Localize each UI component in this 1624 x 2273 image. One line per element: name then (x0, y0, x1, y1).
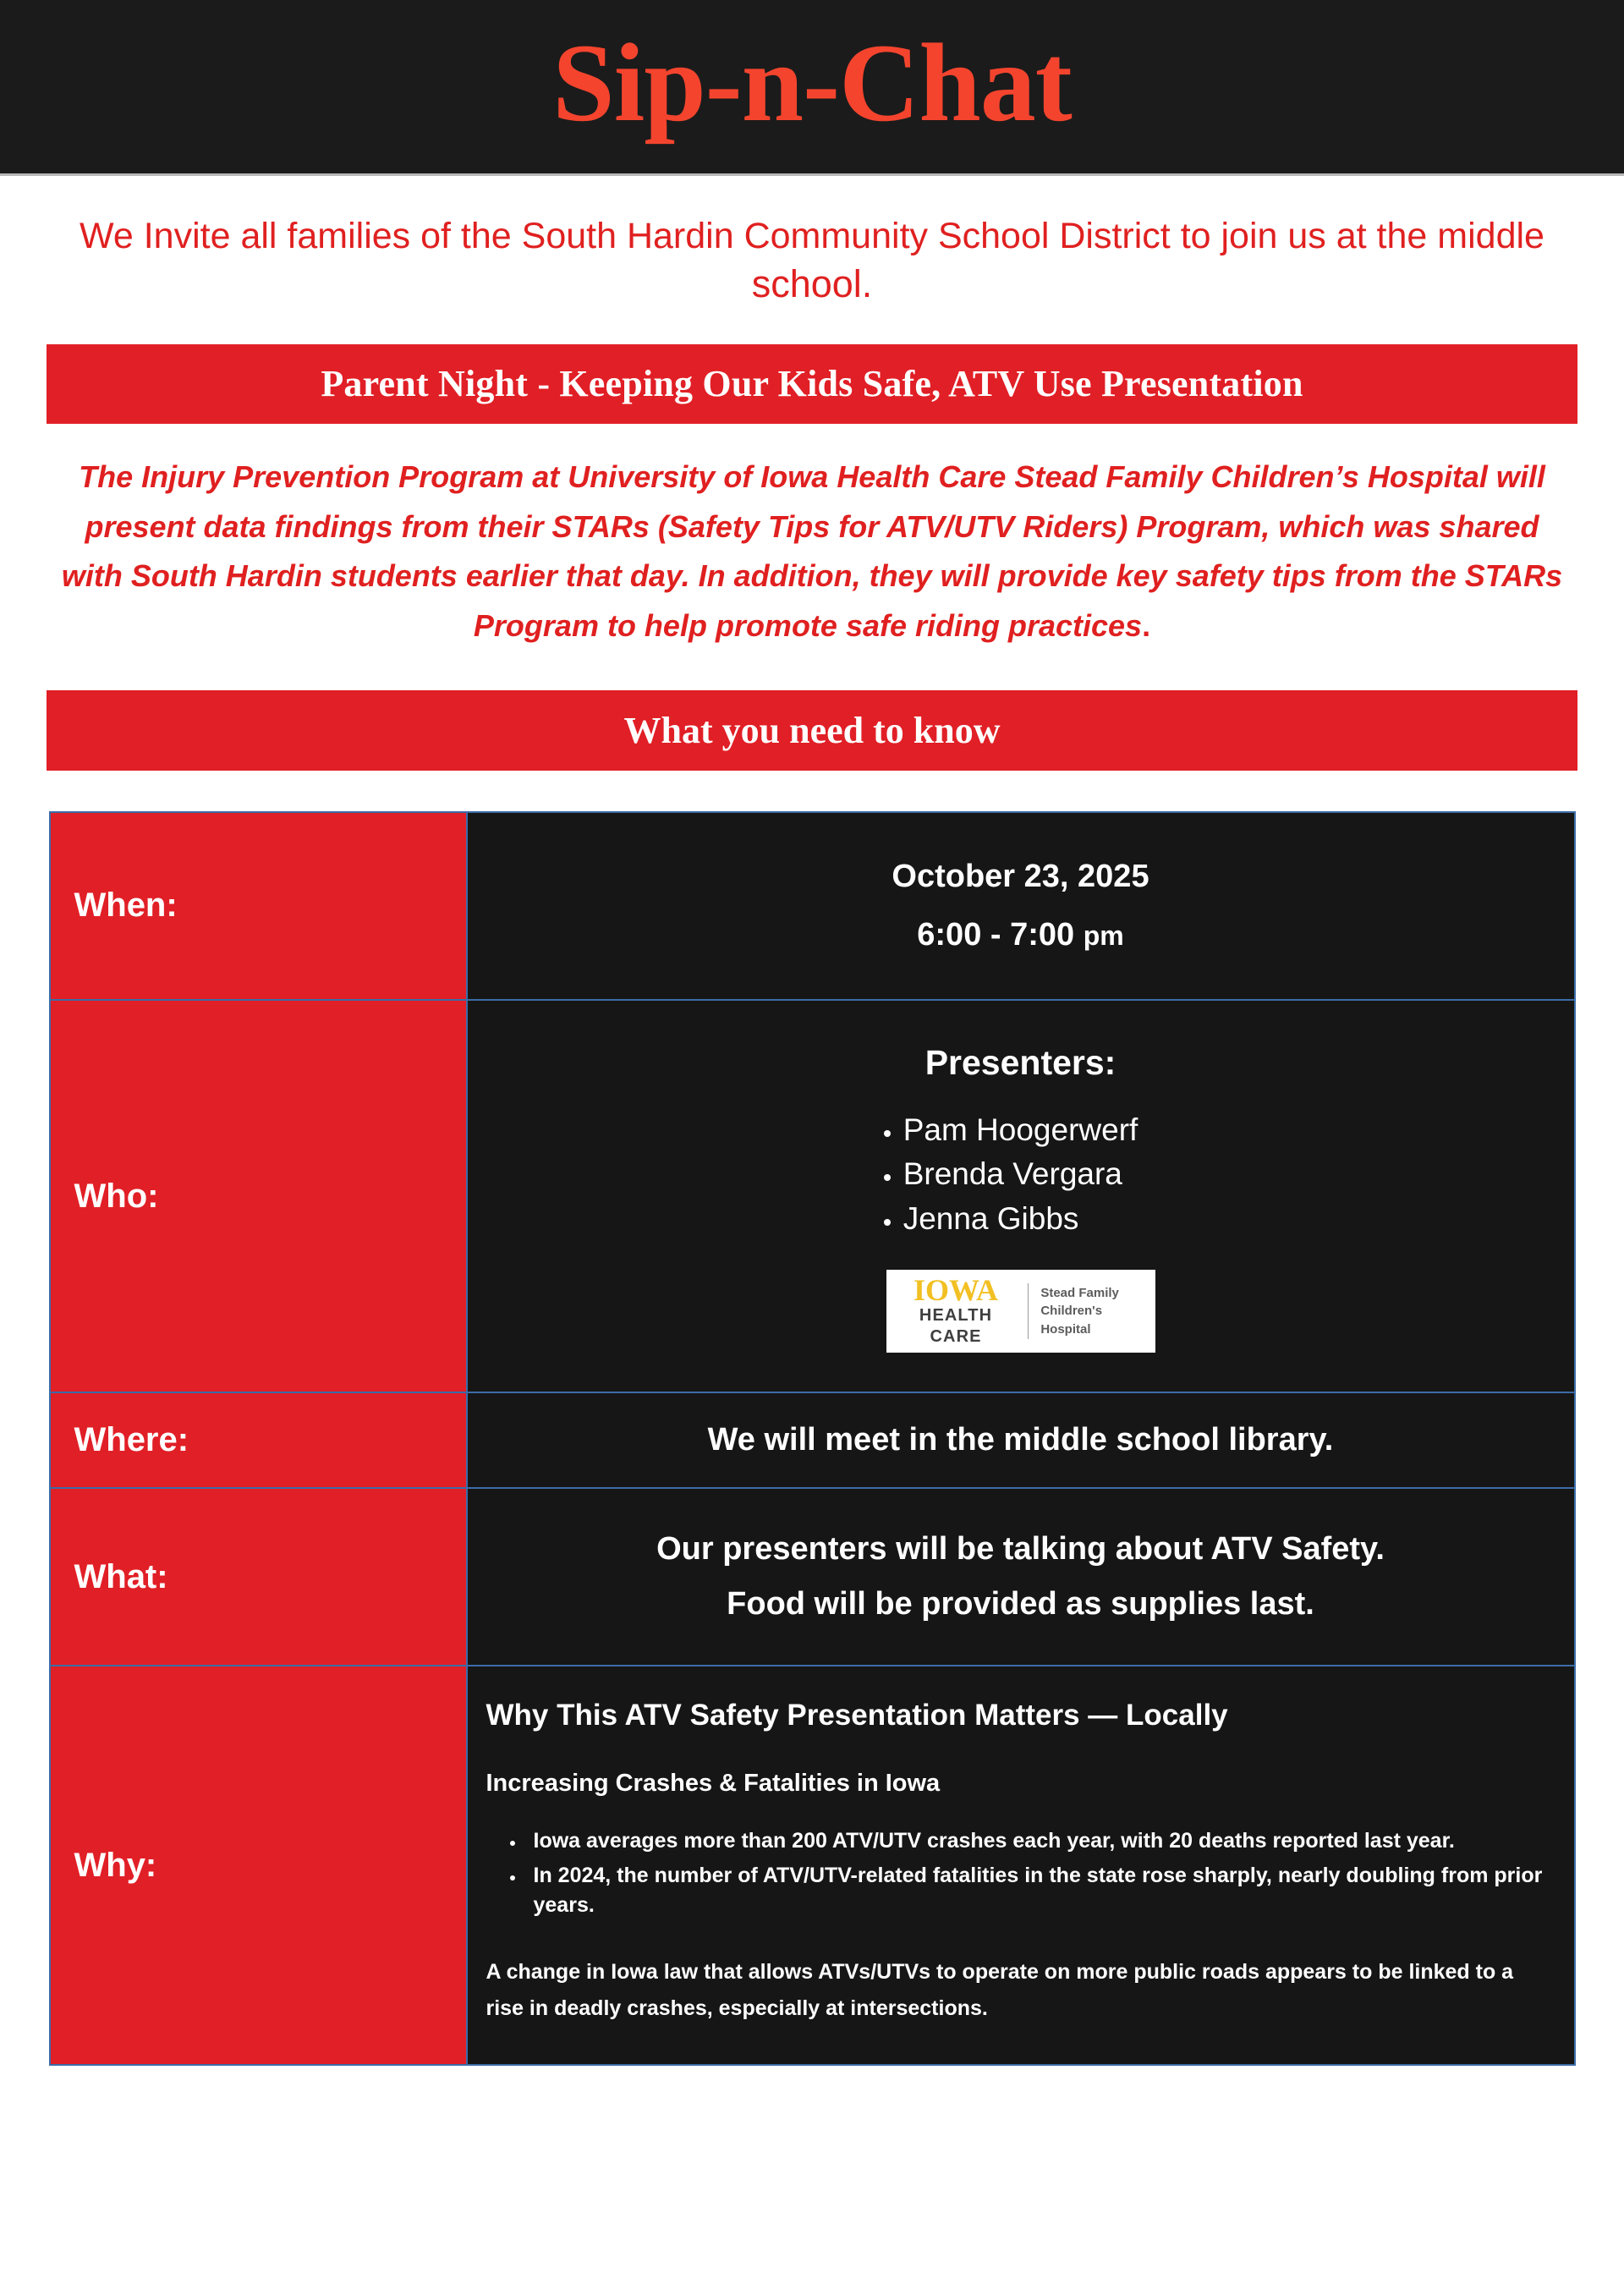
intro-line: We Invite all families of the South Hardin Community School District to join us at the middle (80, 216, 1544, 256)
row-value-where (467, 1392, 1575, 1488)
logo-health-care-text: HEALTH CARE (919, 1305, 993, 1346)
program-description-text: The Injury Prevention Program at University of Iowa Health Care Stead Family Children’s Hospital will present data findings from their STARs (Safety Tips for ATV/UTV Riders) Program, which was shared with South Hardin students earlier that day. In addition, they will provide key safety tips from the STARs Program to help promote safe riding practices (61, 459, 1563, 644)
iowa-health-care-logo (886, 1270, 1155, 1353)
logo-secondary-lockup (1040, 1284, 1143, 1339)
row-label-why: Why: (50, 1666, 467, 2065)
info-banner-label: What you need to know (623, 709, 1001, 751)
header-bar (0, 0, 1624, 176)
presenters-heading: Presenters: (924, 1042, 1116, 1082)
event-time-ampm: pm (1083, 920, 1124, 951)
row-value-when (467, 812, 1575, 1000)
location-text: We will meet in the middle school library. (707, 1422, 1334, 1458)
list-item: • Brenda Vergara (903, 1152, 1138, 1197)
page-title: Sip-n-Chat (552, 19, 1072, 145)
event-time (497, 917, 1545, 953)
why-note: A change in Iowa law that allows ATVs/UTVs to operate on more public roads appears to be linked to a rise in deadly crashes, especially at intersections. (486, 1960, 1514, 2021)
program-description (55, 453, 1569, 651)
list-item: • Iowa averages more than 200 ATV/UTV crashes each year, with 20 deaths reported last year. (525, 1826, 1544, 1856)
row-value-what (467, 1488, 1575, 1666)
topic-text: Our presenters will be talking about ATV Safety. (656, 1531, 1385, 1567)
logo-divider-icon (1028, 1283, 1029, 1339)
table-row-what (50, 1488, 1575, 1666)
why-heading: Why This ATV Safety Presentation Matters — Locally (486, 1699, 1228, 1732)
row-label-when: When: (50, 812, 467, 1000)
why-subheading: Increasing Crashes & Fatalities in Iowa (486, 1770, 941, 1798)
intro-line-tail: school. (751, 262, 873, 306)
presenter-list (903, 1108, 1138, 1242)
info-banner (47, 690, 1577, 771)
event-time-range: 6:00 - 7:00 (917, 916, 1084, 953)
logo-iowa-wordmark: IOWA (914, 1273, 999, 1308)
table-row-when (50, 812, 1575, 1000)
logo-childrens-hospital-line: Children's Hospital (1040, 1304, 1103, 1337)
row-value-why (467, 1666, 1575, 2065)
list-item: • Jenna Gibbs (903, 1197, 1138, 1242)
row-label-what: What: (50, 1488, 467, 1666)
program-description-period: . (1142, 608, 1151, 644)
logo-stead-family-line: Stead Family (1040, 1285, 1119, 1300)
list-item: • Pam Hoogerwerf (903, 1108, 1138, 1153)
details-table (49, 811, 1576, 2067)
event-banner-label: Parent Night - Keeping Our Kids Safe, ATV Use Presentation (321, 363, 1303, 405)
event-date: October 23, 2025 (892, 858, 1149, 894)
row-value-who (467, 1000, 1575, 1393)
table-row-who (50, 1000, 1575, 1393)
table-row-why (50, 1666, 1575, 2065)
row-label-who: Who: (50, 1000, 467, 1393)
logo-primary-lockup (898, 1273, 1026, 1348)
why-statistics-list (486, 1826, 1544, 1920)
table-row-where (50, 1392, 1575, 1488)
intro-text (55, 213, 1569, 309)
food-text: Food will be provided as supplies last. (727, 1586, 1314, 1622)
event-banner (47, 344, 1577, 424)
list-item: • In 2024, the number of ATV/UTV-related fatalities in the state rose sharply, nearly doubling from prior years. (525, 1861, 1544, 1920)
row-label-where: Where: (50, 1392, 467, 1488)
